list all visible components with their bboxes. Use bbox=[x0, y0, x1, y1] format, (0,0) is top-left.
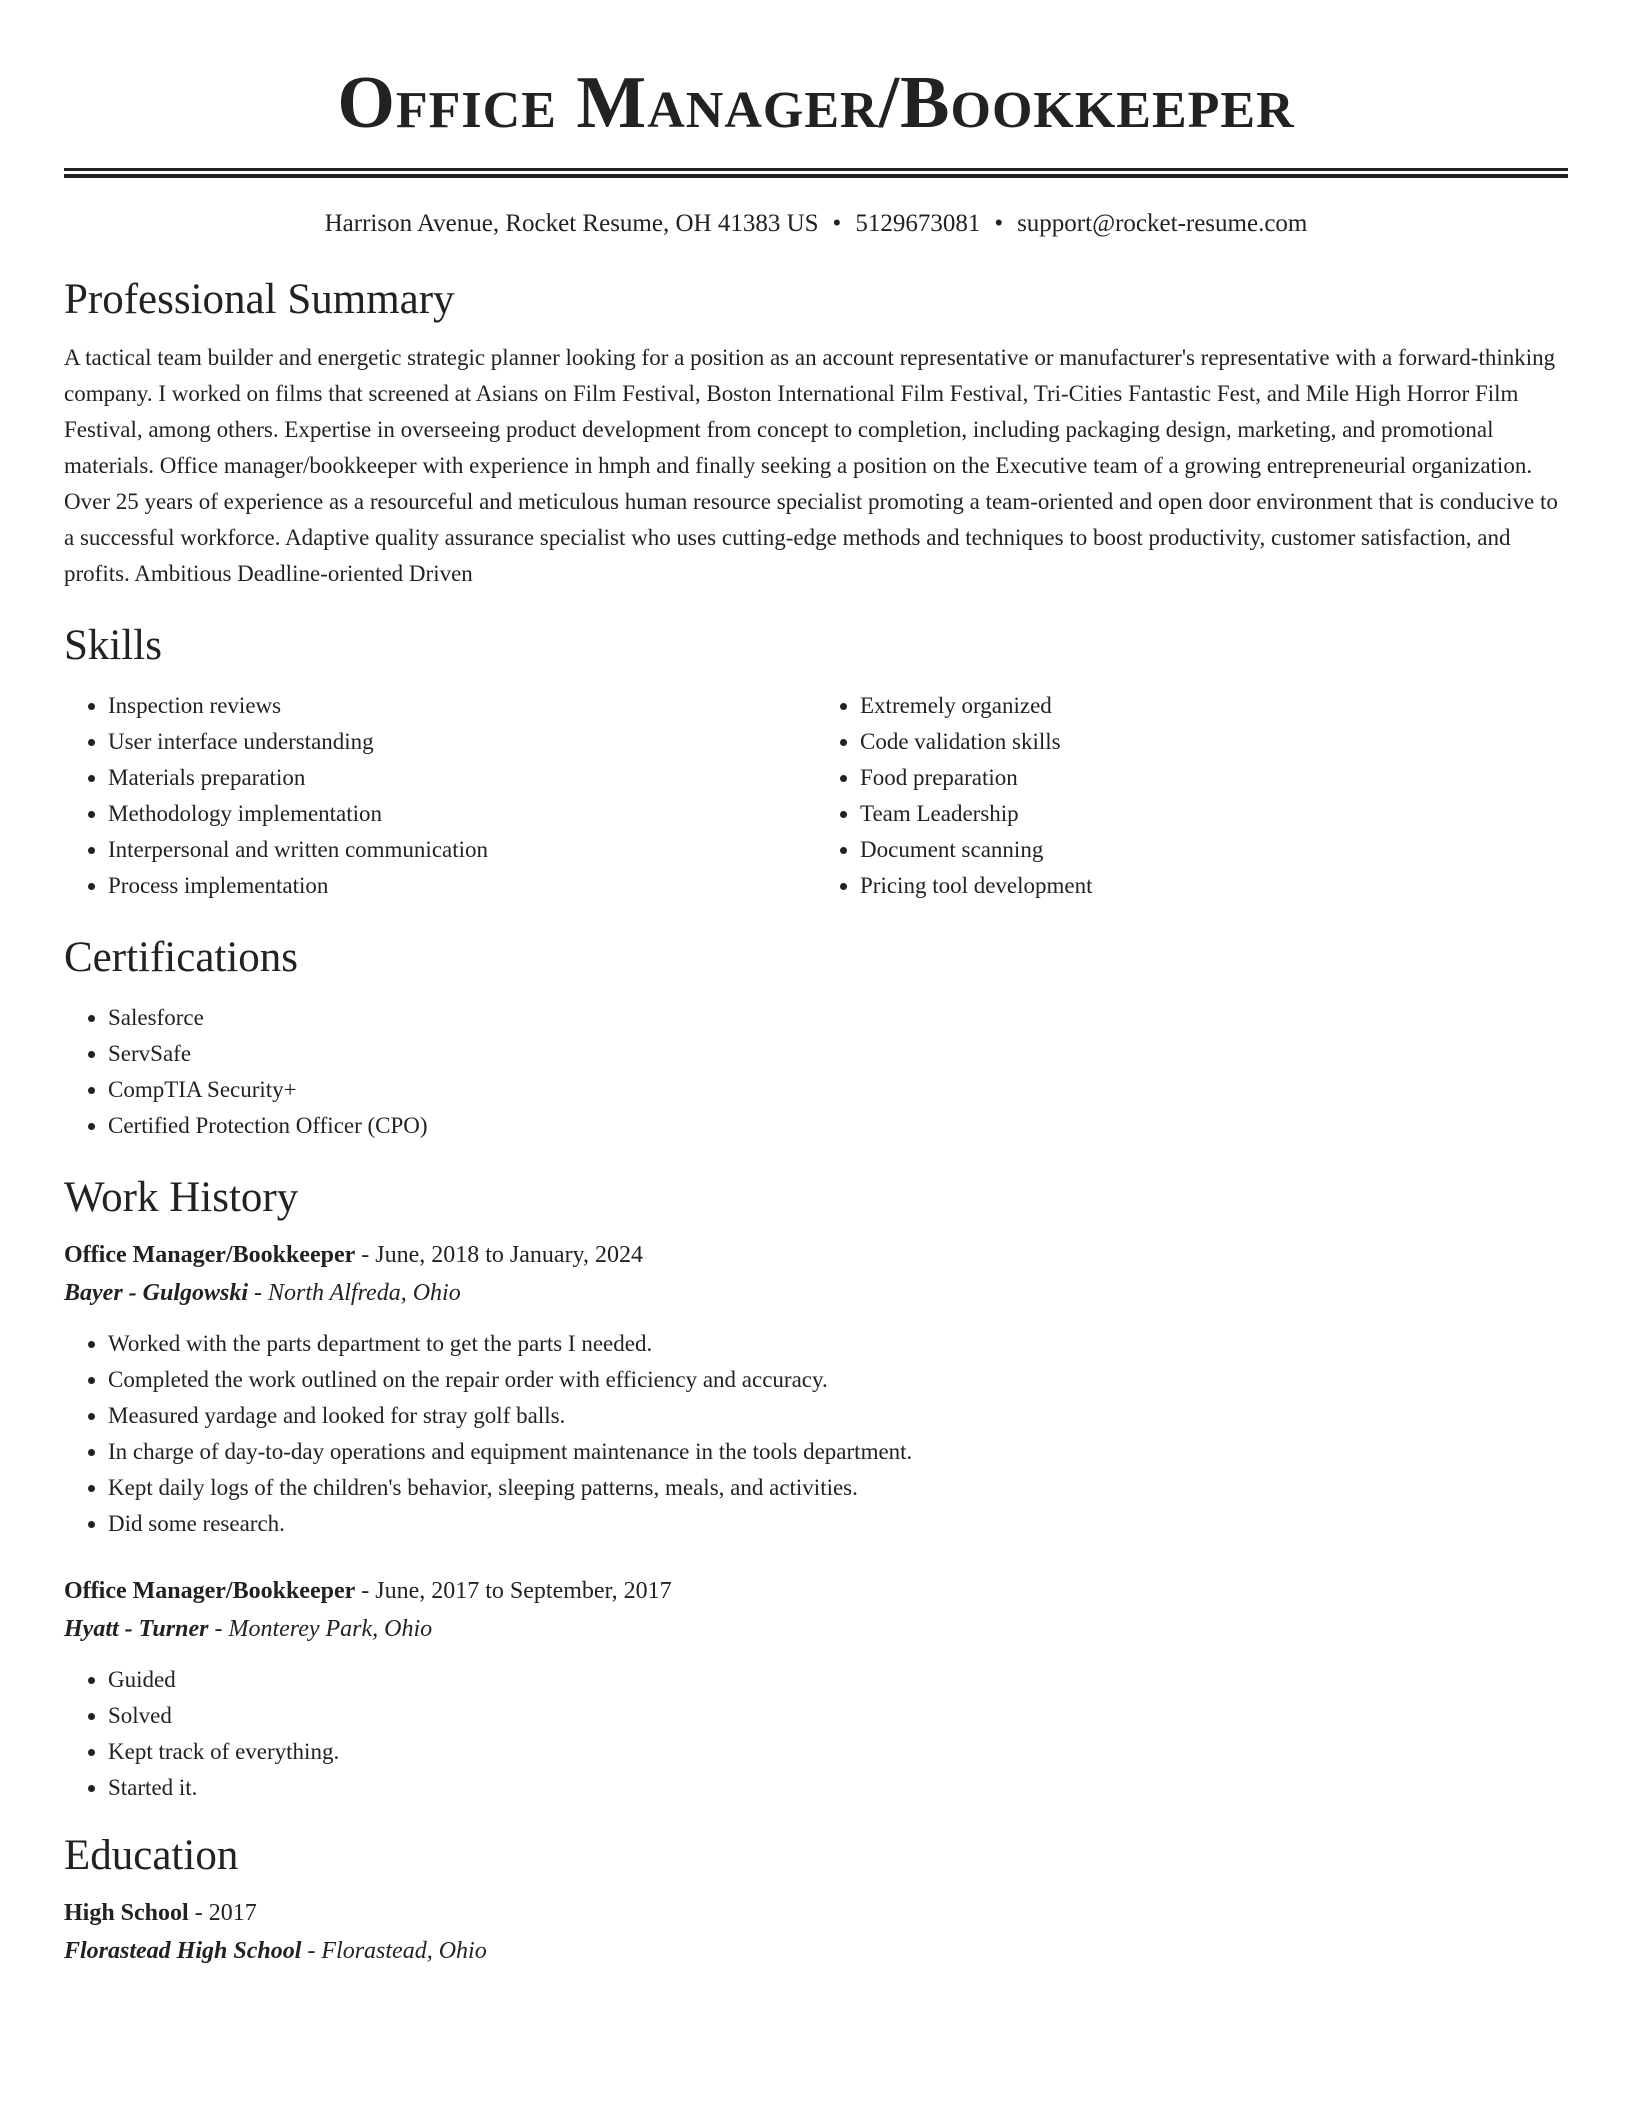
certifications-list bbox=[64, 1000, 1568, 1144]
contact-line bbox=[64, 206, 1568, 242]
certifications-heading: Certifications bbox=[64, 934, 299, 981]
education-school: Florastead High School bbox=[64, 1938, 302, 1964]
skill-item: • Interpersonal and written communication bbox=[108, 832, 816, 868]
certification-item: • ServSafe bbox=[108, 1036, 1568, 1072]
job-location: - North Alfreda, Ohio bbox=[248, 1280, 461, 1306]
job-company: Bayer - Gulgowski bbox=[64, 1280, 249, 1306]
skill-item: • Code validation skills bbox=[860, 724, 1568, 760]
job-duty: • Worked with the parts department to get the parts I needed. bbox=[108, 1326, 1568, 1362]
skills-list-left bbox=[64, 688, 816, 904]
resume-title: Office Manager/Bookkeeper bbox=[337, 62, 1295, 144]
job-duties-list bbox=[64, 1662, 1568, 1806]
job-duty: • Did some research. bbox=[108, 1506, 1568, 1542]
skill-item: • Document scanning bbox=[860, 832, 1568, 868]
education-header bbox=[64, 1894, 1568, 1932]
job-dates: - June, 2018 to January, 2024 bbox=[355, 1242, 643, 1268]
job-duty: • Kept track of everything. bbox=[108, 1734, 1568, 1770]
job-duty: • Completed the work outlined on the repair order with efficiency and accuracy. bbox=[108, 1362, 1568, 1398]
skills-list-right bbox=[816, 688, 1568, 904]
job-entry bbox=[64, 1236, 1568, 1542]
summary-heading: Professional Summary bbox=[64, 276, 455, 323]
job-dates: - June, 2017 to September, 2017 bbox=[355, 1578, 672, 1604]
job-employer bbox=[64, 1610, 1568, 1648]
skill-item: • Pricing tool development bbox=[860, 868, 1568, 904]
education-institution bbox=[64, 1932, 1568, 1970]
skill-item: • User interface understanding bbox=[108, 724, 816, 760]
skill-item: • Inspection reviews bbox=[108, 688, 816, 724]
education-heading: Education bbox=[64, 1832, 239, 1879]
certification-item: • Salesforce bbox=[108, 1000, 1568, 1036]
job-title: Office Manager/Bookkeeper bbox=[64, 1242, 356, 1268]
summary-text: A tactical team builder and energetic strategic planner looking for a position as an account representative or manufacturer's representative with a forward-thinking company. I worked on films that screened at Asians on Film Festival, Boston International Film Festival, Tri-Cities Fantastic Fest, and Mile High Horror Film Festival, among others. Expertise in overseeing product development from concept to completion, including packaging design, marketing, and promotional materials. Office manager/bookkeeper with experience in hmph and finally seeking a position on the Executive team of a growing entrepreneurial organization. Over 25 years of experience as a resourceful and meticulous human resource specialist promoting a team-oriented and open door environment that is conducive to a successful workforce. Adaptive quality assurance specialist who uses cutting-edge methods and techniques to boost productivity, customer satisfaction, and profits. Ambitious Deadline-oriented Driven bbox=[64, 345, 1558, 586]
job-header bbox=[64, 1236, 1568, 1274]
job-duty: • In charge of day-to-day operations and equipment maintenance in the tools department. bbox=[108, 1434, 1568, 1470]
contact-phone: 5129673081 bbox=[855, 210, 981, 237]
certification-item: • Certified Protection Officer (CPO) bbox=[108, 1108, 1568, 1144]
skill-item: • Extremely organized bbox=[860, 688, 1568, 724]
contact-address: Harrison Avenue, Rocket Resume, OH 41383 US bbox=[324, 210, 819, 237]
job-duty: • Measured yardage and looked for stray golf balls. bbox=[108, 1398, 1568, 1434]
job-duty: • Started it. bbox=[108, 1770, 1568, 1806]
title-double-rule bbox=[64, 168, 1568, 178]
education-year: - 2017 bbox=[188, 1900, 257, 1926]
job-duty: • Guided bbox=[108, 1662, 1568, 1698]
skills-columns bbox=[64, 688, 1568, 904]
work-history-heading: Work History bbox=[64, 1174, 299, 1221]
job-title: Office Manager/Bookkeeper bbox=[64, 1578, 356, 1604]
contact-separator: • bbox=[994, 210, 1004, 237]
job-entry bbox=[64, 1572, 1568, 1806]
contact-email: support@rocket-resume.com bbox=[1017, 210, 1308, 237]
job-header bbox=[64, 1572, 1568, 1610]
job-duty: • Kept daily logs of the children's behavior, sleeping patterns, meals, and activities. bbox=[108, 1470, 1568, 1506]
skill-item: • Process implementation bbox=[108, 868, 816, 904]
skill-item: • Team Leadership bbox=[860, 796, 1568, 832]
education-degree: High School bbox=[64, 1900, 189, 1926]
skill-item: • Materials preparation bbox=[108, 760, 816, 796]
skill-item: • Methodology implementation bbox=[108, 796, 816, 832]
skills-heading: Skills bbox=[64, 622, 162, 669]
education-entry bbox=[64, 1894, 1568, 1970]
job-duty: • Solved bbox=[108, 1698, 1568, 1734]
job-employer bbox=[64, 1274, 1568, 1312]
certification-item: • CompTIA Security+ bbox=[108, 1072, 1568, 1108]
skill-item: • Food preparation bbox=[860, 760, 1568, 796]
education-location: - Florastead, Ohio bbox=[301, 1938, 487, 1964]
job-company: Hyatt - Turner bbox=[64, 1616, 209, 1642]
contact-separator: • bbox=[832, 210, 842, 237]
job-location: - Monterey Park, Ohio bbox=[208, 1616, 433, 1642]
job-duties-list bbox=[64, 1326, 1568, 1542]
